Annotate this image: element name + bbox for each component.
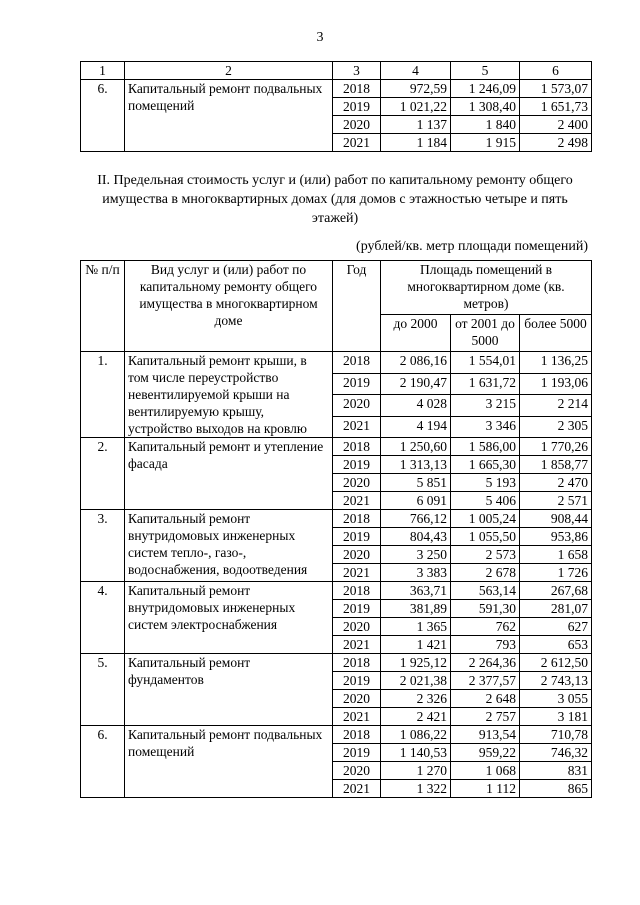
units-note: (рублей/кв. метр площади помещений)	[356, 239, 588, 254]
value-cell: 2 400	[520, 116, 592, 134]
value-cell: 2 326	[381, 690, 451, 708]
value-cell: 5 193	[451, 474, 520, 492]
value-cell: 653	[520, 636, 592, 654]
table-row	[81, 726, 592, 744]
value-cell: 972,59	[381, 80, 451, 98]
year-cell: 2018	[333, 80, 381, 98]
year-cell: 2018	[333, 582, 381, 600]
value-cell: 2 571	[520, 492, 592, 510]
main-cost-table	[80, 260, 592, 798]
value-cell: 381,89	[381, 600, 451, 618]
value-cell: 2 648	[451, 690, 520, 708]
year-cell: 2019	[333, 600, 381, 618]
year-cell: 2020	[333, 618, 381, 636]
year-cell: 2018	[333, 438, 381, 456]
year-cell: 2021	[333, 780, 381, 798]
value-cell: 5 406	[451, 492, 520, 510]
year-cell: 2020	[333, 546, 381, 564]
year-cell: 2020	[333, 762, 381, 780]
value-cell: 831	[520, 762, 592, 780]
year-cell: 2018	[333, 510, 381, 528]
table-row	[81, 80, 592, 98]
value-cell: 1 246,09	[451, 80, 520, 98]
column-number-cell: 2	[125, 62, 333, 80]
year-cell: 2020	[333, 474, 381, 492]
row-number: 3.	[81, 510, 125, 582]
value-cell: 1 915	[451, 134, 520, 152]
year-cell: 2020	[333, 395, 381, 417]
row-number: 6.	[81, 80, 125, 152]
header-area: Площадь помещений в многоквартирном доме (кв. метров)	[381, 261, 592, 315]
value-cell: 1 554,01	[451, 352, 520, 374]
value-cell: 1 055,50	[451, 528, 520, 546]
value-cell: 2 573	[451, 546, 520, 564]
row-number: 6.	[81, 726, 125, 798]
header-service: Вид услуг и (или) работ по капитальному ремонту общего имущества в многоквартирном доме	[125, 261, 333, 352]
year-cell: 2021	[333, 492, 381, 510]
value-cell: 762	[451, 618, 520, 636]
table-row	[81, 438, 592, 456]
value-cell: 2 086,16	[381, 352, 451, 374]
service-name: Капитальный ремонт фундаментов	[125, 654, 333, 726]
value-cell: 1 005,24	[451, 510, 520, 528]
value-cell: 627	[520, 618, 592, 636]
value-cell: 1 270	[381, 762, 451, 780]
value-cell: 2 757	[451, 708, 520, 726]
value-cell: 1 136,25	[520, 352, 592, 374]
value-cell: 953,86	[520, 528, 592, 546]
service-name: Капитальный ремонт крыши, в том числе переустройство невентилируемой крыши на вентилируемую крышу, устройство выходов на кровлю	[125, 352, 333, 438]
value-cell: 1 137	[381, 116, 451, 134]
row-number: 2.	[81, 438, 125, 510]
value-cell: 1 421	[381, 636, 451, 654]
year-cell: 2021	[333, 416, 381, 438]
value-cell: 1 573,07	[520, 80, 592, 98]
value-cell: 2 377,57	[451, 672, 520, 690]
service-name: Капитальный ремонт внутридомовых инженерных систем тепло-, газо-, водоснабжения, водоотведения	[125, 510, 333, 582]
value-cell: 591,30	[451, 600, 520, 618]
value-cell: 3 055	[520, 690, 592, 708]
value-cell: 5 851	[381, 474, 451, 492]
header-area-col-1: до 2000	[381, 314, 451, 351]
row-number: 1.	[81, 352, 125, 438]
year-cell: 2019	[333, 456, 381, 474]
value-cell: 1 193,06	[520, 373, 592, 395]
value-cell: 2 743,13	[520, 672, 592, 690]
value-cell: 766,12	[381, 510, 451, 528]
value-cell: 746,32	[520, 744, 592, 762]
value-cell: 1 858,77	[520, 456, 592, 474]
table-header-row	[81, 62, 592, 80]
year-cell: 2021	[333, 708, 381, 726]
year-cell: 2021	[333, 636, 381, 654]
value-cell: 6 091	[381, 492, 451, 510]
value-cell: 804,43	[381, 528, 451, 546]
value-cell: 793	[451, 636, 520, 654]
value-cell: 1 770,26	[520, 438, 592, 456]
value-cell: 1 086,22	[381, 726, 451, 744]
value-cell: 2 470	[520, 474, 592, 492]
value-cell: 1 112	[451, 780, 520, 798]
year-cell: 2019	[333, 373, 381, 395]
page-number: 3	[316, 30, 324, 45]
year-cell: 2018	[333, 352, 381, 374]
year-cell: 2020	[333, 690, 381, 708]
header-num: № п/п	[81, 261, 125, 352]
service-name: Капитальный ремонт подвальных помещений	[125, 726, 333, 798]
value-cell: 1 184	[381, 134, 451, 152]
year-cell: 2021	[333, 564, 381, 582]
value-cell: 2 190,47	[381, 373, 451, 395]
header-area-col-3: более 5000	[520, 314, 592, 351]
value-cell: 1 140,53	[381, 744, 451, 762]
value-cell: 1 250,60	[381, 438, 451, 456]
value-cell: 959,22	[451, 744, 520, 762]
row-number: 4.	[81, 582, 125, 654]
year-cell: 2019	[333, 744, 381, 762]
value-cell: 1 840	[451, 116, 520, 134]
value-cell: 2 305	[520, 416, 592, 438]
value-cell: 2 421	[381, 708, 451, 726]
value-cell: 1 308,40	[451, 98, 520, 116]
value-cell: 2 021,38	[381, 672, 451, 690]
row-number: 5.	[81, 654, 125, 726]
value-cell: 1 658	[520, 546, 592, 564]
column-number-cell: 5	[451, 62, 520, 80]
value-cell: 3 250	[381, 546, 451, 564]
table-row	[81, 352, 592, 374]
value-cell: 3 181	[520, 708, 592, 726]
header-area-col-2: от 2001 до 5000	[451, 314, 520, 351]
value-cell: 4 028	[381, 395, 451, 417]
year-cell: 2019	[333, 528, 381, 546]
value-cell: 2 678	[451, 564, 520, 582]
value-cell: 1 322	[381, 780, 451, 798]
value-cell: 2 264,36	[451, 654, 520, 672]
service-name: Капитальный ремонт подвальных помещений	[125, 80, 333, 152]
value-cell: 908,44	[520, 510, 592, 528]
top-continuation-table	[80, 61, 592, 152]
value-cell: 1 631,72	[451, 373, 520, 395]
value-cell: 3 215	[451, 395, 520, 417]
value-cell: 563,14	[451, 582, 520, 600]
value-cell: 2 612,50	[520, 654, 592, 672]
table-row	[81, 510, 592, 528]
year-cell: 2020	[333, 116, 381, 134]
year-cell: 2018	[333, 654, 381, 672]
value-cell: 710,78	[520, 726, 592, 744]
value-cell: 1 586,00	[451, 438, 520, 456]
value-cell: 865	[520, 780, 592, 798]
value-cell: 1 726	[520, 564, 592, 582]
year-cell: 2021	[333, 134, 381, 152]
value-cell: 363,71	[381, 582, 451, 600]
header-year: Год	[333, 261, 381, 352]
column-number-cell: 3	[333, 62, 381, 80]
value-cell: 2 498	[520, 134, 592, 152]
value-cell: 4 194	[381, 416, 451, 438]
value-cell: 913,54	[451, 726, 520, 744]
year-cell: 2018	[333, 726, 381, 744]
value-cell: 1 313,13	[381, 456, 451, 474]
value-cell: 281,07	[520, 600, 592, 618]
column-number-cell: 6	[520, 62, 592, 80]
value-cell: 2 214	[520, 395, 592, 417]
year-cell: 2019	[333, 672, 381, 690]
value-cell: 1 925,12	[381, 654, 451, 672]
service-name: Капитальный ремонт внутридомовых инженерных систем электроснабжения	[125, 582, 333, 654]
value-cell: 1 665,30	[451, 456, 520, 474]
column-number-cell: 4	[381, 62, 451, 80]
value-cell: 1 021,22	[381, 98, 451, 116]
value-cell: 3 346	[451, 416, 520, 438]
value-cell: 3 383	[381, 564, 451, 582]
service-name: Капитальный ремонт и утепление фасада	[125, 438, 333, 510]
value-cell: 267,68	[520, 582, 592, 600]
section-title: II. Предельная стоимость услуг и (или) работ по капитальному ремонту общего имущества в многоквартирных домах (для домов с этажностью четыре и пять этажей)	[97, 173, 573, 226]
table-row	[81, 582, 592, 600]
table-row	[81, 654, 592, 672]
value-cell: 1 365	[381, 618, 451, 636]
value-cell: 1 651,73	[520, 98, 592, 116]
column-number-cell: 1	[81, 62, 125, 80]
value-cell: 1 068	[451, 762, 520, 780]
year-cell: 2019	[333, 98, 381, 116]
